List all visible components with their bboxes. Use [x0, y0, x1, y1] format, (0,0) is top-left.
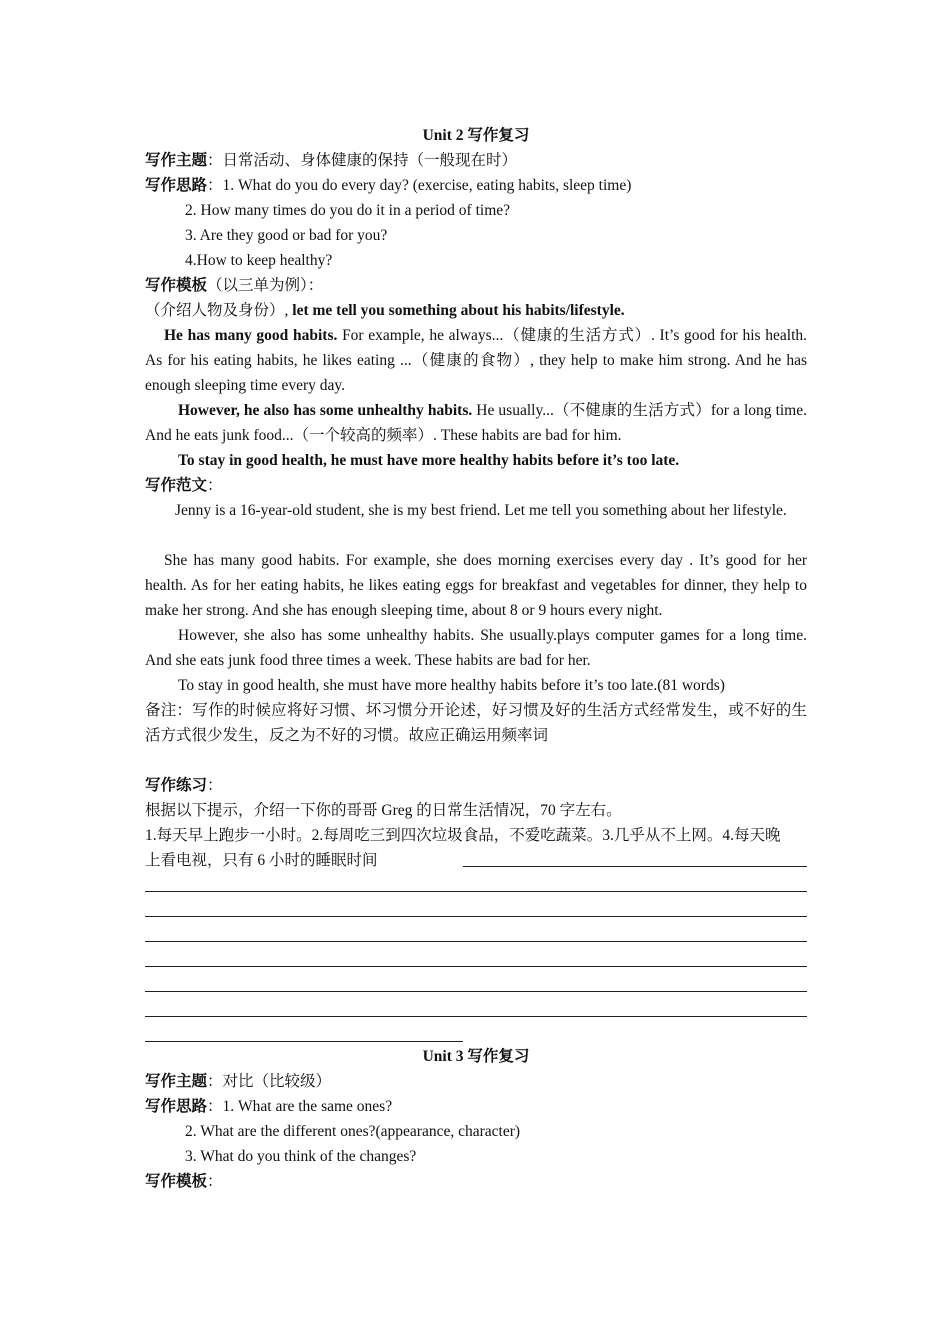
- ideas-label: 写作思路: [145, 1098, 208, 1115]
- template-intro-plain: （介绍人物及身份）,: [145, 302, 293, 319]
- idea-item: 3. Are they good or bad for you?: [185, 227, 388, 244]
- practice-hints-line-1: 1.每天早上跑步一小时。2.每周吃三到四次垃圾食品，不爱吃蔬菜。3.几乎从不上网。4.每天晚: [145, 827, 781, 844]
- unit3-template-heading: [145, 1169, 807, 1194]
- writing-note: 备注：写作的时候应将好习惯、坏习惯分开论述，好习惯及好的生活方式经常发生，或不好的生活方式很少发生，反之为不好的习惯。故应正确运用频率词: [145, 702, 807, 744]
- unit2-title: Unit 2 写作复习: [422, 127, 530, 144]
- template-p3-rest: He usually...（不健康的生活方式）for a long time. And he eats junk food...（一个较高的频率）. These habits are bad for him.: [145, 402, 807, 444]
- sample-paragraph-4: To stay in good health, she must have more healthy habits before it’s too late.(81 words): [178, 677, 725, 694]
- practice-colon: ：: [207, 777, 223, 794]
- idea-item: ：1. What are the same ones?: [207, 1098, 393, 1115]
- sample-label: 写作范文: [145, 477, 208, 494]
- template-conclusion: To stay in good health, he must have more healthy habits before it’s too late.: [178, 452, 680, 469]
- sample-heading: [145, 473, 807, 498]
- template-label: 写作模板: [145, 277, 208, 294]
- topic-label: 写作主题: [145, 1073, 208, 1090]
- template-p2-bold: He has many good habits.: [164, 327, 338, 344]
- unit2-ideas-line: [145, 173, 807, 198]
- unit3-title: Unit 3 写作复习: [422, 1048, 530, 1065]
- ideas-label: 写作思路: [145, 177, 208, 194]
- sample-colon: ：: [207, 477, 223, 494]
- idea-item: 4.How to keep healthy?: [185, 252, 333, 269]
- answer-line[interactable]: [145, 891, 807, 892]
- template-colon: ：: [207, 1173, 223, 1190]
- idea-item: 3. What do you think of the changes?: [185, 1148, 417, 1165]
- answer-line[interactable]: [463, 866, 807, 867]
- practice-hints-line-2: 上看电视，只有 6 小时的睡眠时间: [145, 852, 378, 869]
- idea-item: ：1. What do you do every day? (exercise, eating habits, sleep time): [207, 177, 632, 194]
- unit3-ideas-line: [145, 1094, 807, 1119]
- template-paragraph-bad: [145, 398, 807, 448]
- template-intro-bold: let me tell you something about his habits/lifestyle.: [292, 302, 625, 319]
- topic-text: ：日常活动、身体健康的保持（一般现在时）: [207, 152, 518, 169]
- answer-line[interactable]: [145, 916, 807, 917]
- template-label: 写作模板: [145, 1173, 208, 1190]
- template-intro: [145, 298, 807, 323]
- answer-line[interactable]: [145, 941, 807, 942]
- practice-heading: [145, 773, 807, 798]
- idea-item: 2. How many times do you do it in a period of time?: [185, 202, 511, 219]
- answer-line[interactable]: [145, 991, 807, 992]
- sample-paragraph-1: Jenny is a 16-year-old student, she is my best friend. Let me tell you something about her lifestyle.: [175, 502, 787, 519]
- template-paragraph-good: [145, 323, 807, 398]
- topic-text: ：对比（比较级）: [207, 1073, 332, 1090]
- sample-paragraph-3: However, she also has some unhealthy habits. She usually.plays computer games for a long time. And she eats junk food three times a week. These habits are bad for her.: [145, 627, 807, 669]
- unit2-topic-line: [145, 148, 807, 173]
- topic-label: 写作主题: [145, 152, 208, 169]
- unit2-template-heading: [145, 273, 807, 298]
- template-note: （以三单为例）：: [207, 277, 324, 294]
- idea-item: 2. What are the different ones?(appearance, character): [185, 1123, 521, 1140]
- unit3-topic-line: [145, 1069, 807, 1094]
- practice-label: 写作练习: [145, 777, 208, 794]
- practice-prompt: 根据以下提示，介绍一下你的哥哥 Greg 的日常生活情况，70 字左右。: [145, 802, 622, 819]
- answer-line[interactable]: [145, 1041, 463, 1042]
- template-p2-rest: For example, he always...（健康的生活方式）. It’s good for his health. As for his eating habits, he likes eating ...（健康的食物）, they help to make him strong. And he has enough sleeping time every day.: [145, 327, 808, 394]
- template-p3-bold: However, he also has some unhealthy habits.: [178, 402, 473, 419]
- answer-line[interactable]: [145, 1016, 807, 1017]
- answer-line[interactable]: [145, 966, 807, 967]
- sample-paragraph-2: She has many good habits. For example, she does morning exercises every day . It’s good for her health. As for her eating habits, he likes eating eggs for breakfast and vegetables for dinner, they help to make her strong. And she has enough sleeping time, about 8 or 9 hours every night.: [145, 552, 807, 619]
